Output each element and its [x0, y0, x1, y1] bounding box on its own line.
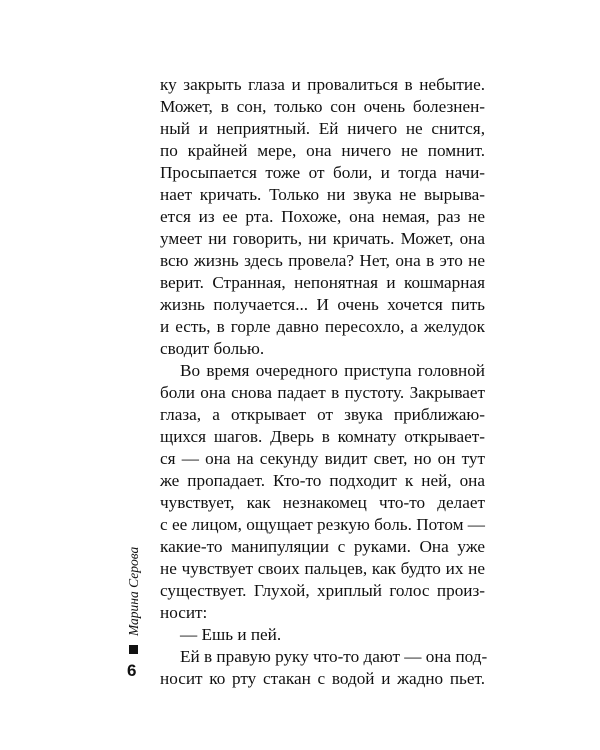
text-line: не чувствует своих пальцев, как будто их не [160, 559, 485, 578]
text-line: по крайней мере, она ничего не помнит. [160, 141, 485, 160]
paragraph-end-line: сводит болью. [160, 339, 265, 358]
body-text [160, 74, 488, 690]
text-line: какие-то манипуляции с руками. Она уже [160, 537, 485, 556]
text-line: же пропадает. Кто-то подходит к ней, она [160, 471, 485, 490]
text-line: всю жизнь здесь провела? Нет, она в это не [160, 251, 485, 270]
running-head-author [124, 548, 144, 638]
text-line: глаза, а открывает от звука приближаю- [160, 405, 485, 424]
text-line: носит ко рту стакан с водой и жадно пьет. [160, 669, 485, 688]
text-line: ся — она на секунду видит свет, но он тут [160, 449, 485, 468]
text-line: ку закрыть глаза и провалиться в небытие. [160, 75, 485, 94]
text-line: Может, в сон, только сон очень болезнен- [160, 97, 485, 116]
text-line: и есть, в горле давно пересохло, а желудок [160, 317, 485, 336]
text-line: с ее лицом, ощущает резкую боль. Потом — [160, 515, 485, 534]
paragraph-start-line: Во время очередного приступа головной [180, 361, 485, 380]
text-line: щихся шагов. Дверь в комнату открывает- [160, 427, 485, 446]
text-line: боли она снова падает в пустоту. Закрывает [160, 383, 485, 402]
text-line: ный и неприятный. Ей ничего не снится, [160, 119, 485, 138]
page-number: 6 [127, 661, 137, 680]
dialogue-line: — Ешь и пей. [180, 625, 282, 644]
text-line: чувствует, как незнакомец что-то делает [160, 493, 485, 512]
text-line: существует. Глухой, хриплый голос произ- [160, 581, 485, 600]
folio-square-marker [129, 645, 138, 654]
text-line: Просыпается тоже от боли, и тогда начи- [160, 163, 485, 182]
text-line: жизнь получается... И очень хочется пить [160, 295, 485, 314]
author-name: Марина Серова [126, 546, 141, 636]
paragraph-start-line: Ей в правую руку что-то дают — она под- [180, 647, 488, 666]
text-line: верит. Странная, непонятная и кошмарная [160, 273, 485, 292]
paragraph-end-line: носит: [160, 603, 208, 622]
text-line: умеет ни говорить, ни кричать. Может, она [160, 229, 485, 248]
text-line: ется из ее рта. Похоже, она немая, раз не [160, 207, 485, 226]
text-line: нает кричать. Только ни звука не вырыва- [160, 185, 485, 204]
